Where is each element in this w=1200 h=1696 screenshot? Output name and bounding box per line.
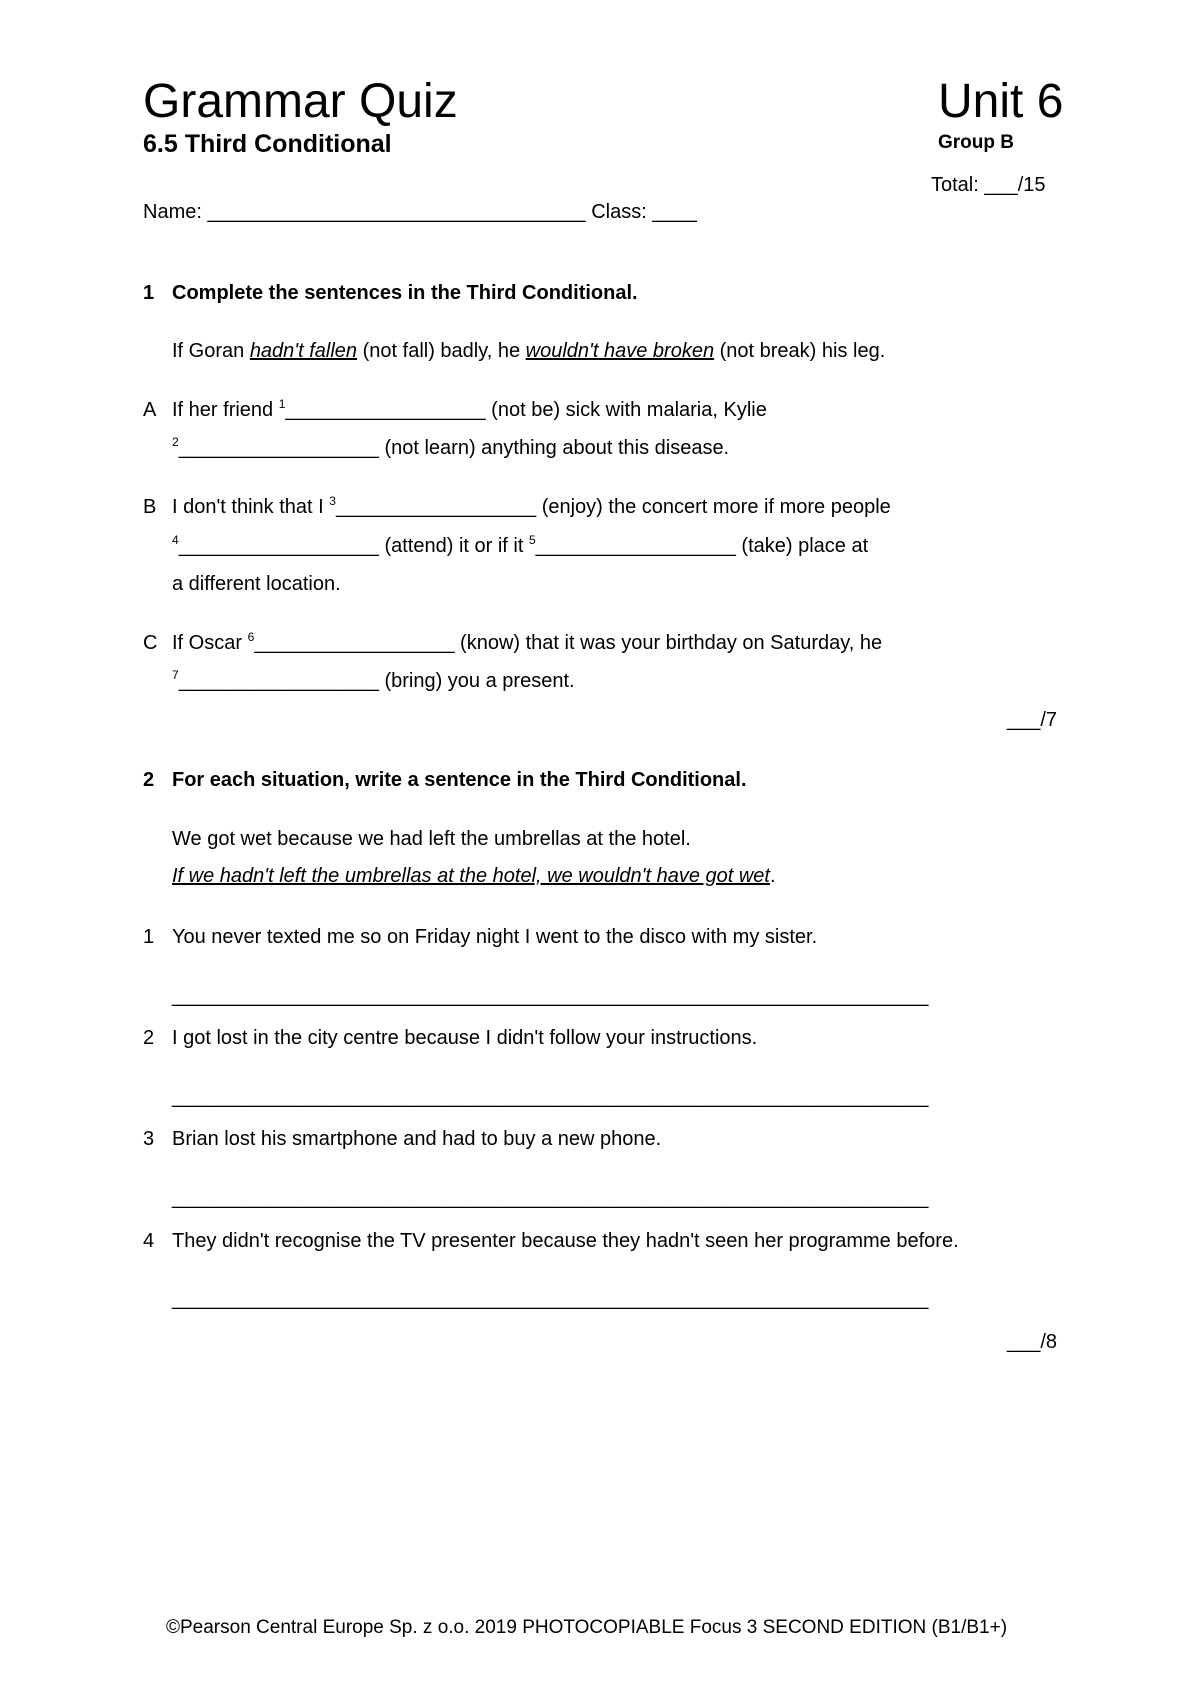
gap-blank: __________________ (know) that it was your birthday on Saturday, he [254, 632, 883, 654]
item-a-line1 [172, 397, 767, 421]
gap-blank: __________________ (enjoy) the concert more if more people [335, 496, 891, 518]
item-a-letter: A [143, 399, 157, 421]
item-c-line1 [172, 630, 883, 654]
gap-number: 3 [329, 494, 336, 508]
section2-heading [143, 770, 747, 790]
section1-heading [143, 283, 638, 303]
question-1-answer-line: ____________________________________________________________________ [172, 985, 929, 1007]
section2-score: ___/8 [1007, 1331, 1058, 1353]
example-text: If Goran [172, 340, 250, 362]
example-text: (not fall) badly, he [357, 340, 526, 362]
question-3-text: Brian lost his smartphone and had to buy a new phone. [172, 1128, 662, 1150]
gap-number: 6 [247, 630, 255, 644]
page-subtitle: 6.5 Third Conditional [143, 130, 392, 158]
item-c-letter: C [143, 632, 158, 654]
question-2-answer-line: ____________________________________________________________________ [172, 1086, 929, 1108]
example-answer: wouldn't have broken [525, 340, 715, 362]
total-score: Total: ___/15 [931, 174, 1046, 196]
item-a-line2 [172, 435, 730, 459]
gap-number: 1 [278, 397, 286, 411]
section1-score: ___/7 [1007, 709, 1058, 731]
question-4-number: 4 [143, 1230, 155, 1252]
item-b-line2 [172, 533, 869, 557]
question-3-answer-line: ____________________________________________________________________ [172, 1187, 929, 1209]
example-answer: hadn't fallen [249, 340, 358, 362]
section2-example-answer: If we hadn't left the umbrellas at the hotel, we wouldn't have got wet [172, 865, 770, 887]
group-label: Group B [938, 132, 1014, 153]
gap-blank: __________________ (bring) you a present. [178, 670, 575, 692]
gap-number: 7 [172, 668, 179, 682]
example-text: (not break) his leg. [714, 340, 886, 362]
question-4-text: They didn't recognise the TV presenter because they hadn't seen her programme before. [172, 1230, 959, 1252]
unit-label: Unit 6 [938, 75, 1064, 128]
question-1-number: 1 [143, 926, 155, 948]
gap-blank: __________________ (attend) it or if it [178, 535, 529, 557]
item-b-line3: a different location. [172, 573, 341, 595]
gap-blank: __________________ (not learn) anything about this disease. [178, 437, 730, 459]
question-2-text: I got lost in the city centre because I didn't follow your instructions. [172, 1027, 758, 1049]
item-text: If her friend [172, 399, 279, 421]
section1-instruction: Complete the sentences in the Third Conditional. [172, 282, 638, 304]
name-class-line: Name: __________________________________ Class: ____ [143, 201, 697, 223]
section1-example [172, 341, 885, 361]
question-4-answer-line: ____________________________________________________________________ [172, 1288, 929, 1310]
page-title: Grammar Quiz [143, 75, 458, 128]
question-2-number: 2 [143, 1027, 155, 1049]
section2-example-answer-line [172, 866, 776, 886]
item-text: I don't think that I [172, 496, 330, 518]
question-1-text: You never texted me so on Friday night I went to the disco with my sister. [172, 926, 818, 948]
item-c-line2 [172, 668, 575, 692]
section1-number: 1 [143, 282, 155, 304]
gap-number: 4 [172, 533, 179, 547]
item-b-line1 [172, 494, 891, 518]
footer-copyright: ©Pearson Central Europe Sp. z o.o. 2019 PHOTOCOPIABLE Focus 3 SECOND EDITION (B1/B1+) [166, 1617, 1008, 1638]
gap-blank: __________________ (take) place at [535, 535, 869, 557]
section2-number: 2 [143, 769, 155, 791]
gap-number: 2 [172, 435, 179, 449]
section2-example-situation: We got wet because we had left the umbrellas at the hotel. [172, 828, 691, 850]
gap-blank: __________________ (not be) sick with malaria, Kylie [285, 399, 767, 421]
section2-example-period: . [770, 865, 776, 887]
gap-number: 5 [528, 533, 536, 547]
section2-instruction: For each situation, write a sentence in the Third Conditional. [172, 769, 747, 791]
question-3-number: 3 [143, 1128, 155, 1150]
item-text: If Oscar [172, 632, 248, 654]
item-b-letter: B [143, 496, 157, 518]
